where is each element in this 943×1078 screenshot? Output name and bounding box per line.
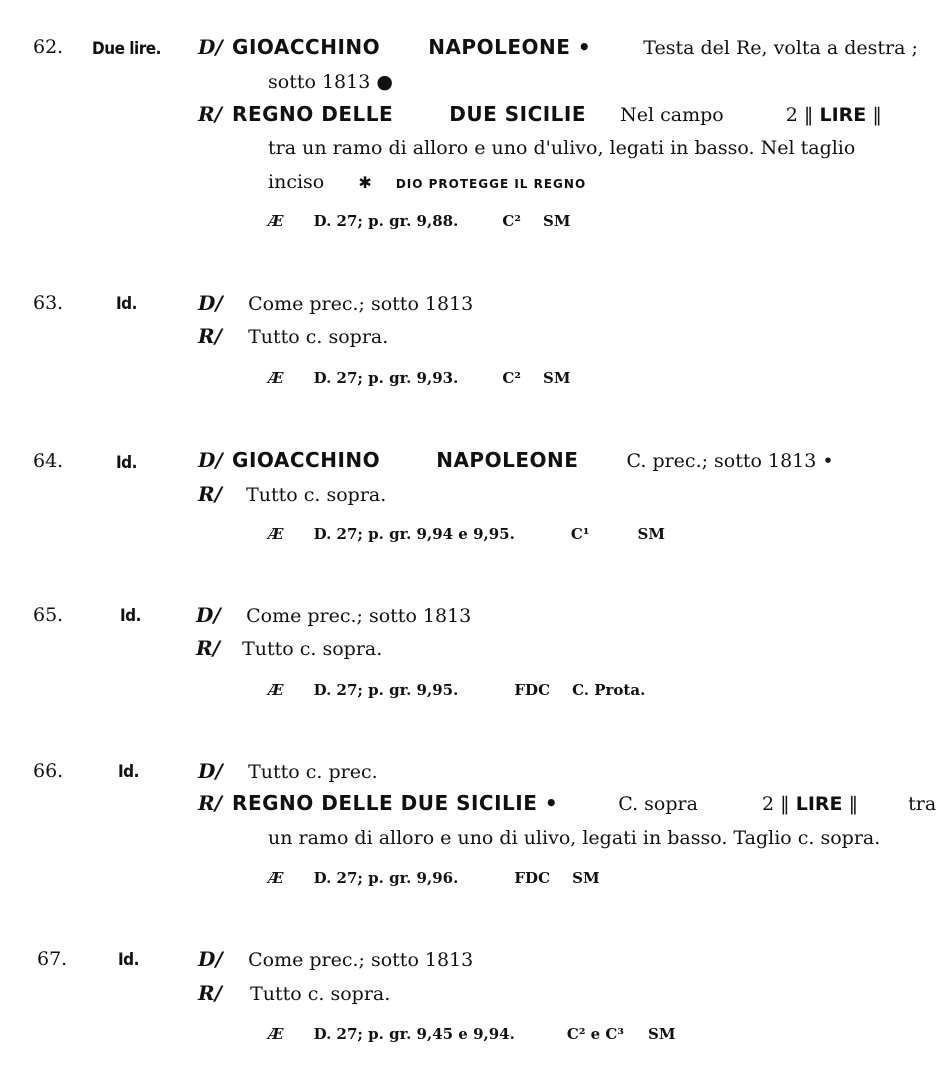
reverse-value-lire: LIRE xyxy=(795,793,843,815)
denomination: Due lire. xyxy=(92,39,161,59)
reverse-description: Tutto c. sopra. xyxy=(248,326,389,348)
reverse-continuation: un ramo di alloro e uno di ulivo, legati in basso. Taglio c. sopra. xyxy=(268,827,881,849)
reverse-symbol: R/ xyxy=(198,981,222,1005)
denomination: Id. xyxy=(116,453,137,473)
metal-symbol: Æ xyxy=(268,369,284,387)
star-icon: ✱ xyxy=(358,173,372,192)
reverse-continuation: tra un ramo di alloro e uno d'ulivo, legati in basso. Nel taglio xyxy=(268,137,856,159)
metal-symbol: Æ xyxy=(268,525,284,543)
denomination: Id. xyxy=(116,294,137,314)
reverse-description: Tutto c. sopra. xyxy=(246,484,387,506)
collection: SM xyxy=(648,1025,676,1043)
reverse-symbol: R/ xyxy=(198,482,222,506)
reverse-legend: REGNO DELLE xyxy=(232,102,394,126)
reverse-edge-inscription: DIO PROTEGGE IL REGNO xyxy=(395,177,587,191)
obverse-symbol: D/ xyxy=(198,35,223,59)
obverse-description: Testa del Re, volta a destra ; xyxy=(643,37,918,59)
technical-data: D. 27; p. gr. 9,94 e 9,95. xyxy=(313,525,515,543)
metal-symbol: Æ xyxy=(268,212,284,230)
reverse-legend-2: DUE SICILIE xyxy=(449,102,587,126)
obverse-description: C. prec.; sotto 1813 • xyxy=(626,450,834,472)
reverse-value-lire: LIRE xyxy=(819,104,867,126)
collection: SM xyxy=(543,369,571,387)
reverse-value-end: ‖ xyxy=(848,793,859,815)
entry-number: 63. xyxy=(33,292,64,314)
entry-number: 67. xyxy=(37,948,68,970)
reverse-legend: REGNO DELLE DUE SICILIE • xyxy=(232,791,559,815)
reverse-tail: tra xyxy=(908,793,937,815)
reverse-symbol: R/ xyxy=(198,791,222,815)
reverse-description: Tutto c. sopra. xyxy=(250,983,391,1005)
grade: C² xyxy=(502,212,521,230)
collection: SM xyxy=(543,212,571,230)
grade: FDC xyxy=(514,681,551,699)
collection: C. Prota. xyxy=(572,681,646,699)
reverse-description: C. sopra xyxy=(618,793,698,815)
obverse-symbol: D/ xyxy=(196,603,221,627)
metal-symbol: Æ xyxy=(268,1025,284,1043)
reverse-edge-label: inciso xyxy=(268,171,325,193)
obverse-symbol: D/ xyxy=(198,759,223,783)
entry-number: 66. xyxy=(33,760,64,782)
reverse-symbol: R/ xyxy=(198,324,222,348)
obverse-description: Come prec.; sotto 1813 xyxy=(248,293,474,315)
reverse-symbol: R/ xyxy=(198,102,222,126)
reverse-value: 2 ‖ xyxy=(762,793,790,815)
technical-data: D. 27; p. gr. 9,45 e 9,94. xyxy=(313,1025,515,1043)
metal-symbol: Æ xyxy=(268,869,284,887)
entry-number: 64. xyxy=(33,450,64,472)
technical-data: D. 27; p. gr. 9,93. xyxy=(313,369,459,387)
technical-data: D. 27; p. gr. 9,96. xyxy=(313,869,459,887)
obverse-legend-2: NAPOLEONE • xyxy=(428,35,592,59)
reverse-value: 2 ‖ xyxy=(785,104,814,126)
collection: SM xyxy=(637,525,665,543)
obverse-description: Come prec.; sotto 1813 xyxy=(248,949,474,971)
denomination: Id. xyxy=(120,606,141,626)
obverse-symbol: D/ xyxy=(198,947,223,971)
grade: C² e C³ xyxy=(566,1025,624,1043)
entry-number: 65. xyxy=(33,604,64,626)
reverse-description: Tutto c. sopra. xyxy=(242,638,383,660)
technical-data: D. 27; p. gr. 9,95. xyxy=(313,681,459,699)
obverse-legend: GIOACCHINO xyxy=(232,448,381,472)
collection: SM xyxy=(572,869,600,887)
metal-symbol: Æ xyxy=(268,681,284,699)
grade: C² xyxy=(502,369,521,387)
reverse-value-end: ‖ xyxy=(872,104,882,126)
entry-number: 62. xyxy=(33,36,64,58)
denomination: Id. xyxy=(118,950,139,970)
obverse-description: Tutto c. prec. xyxy=(248,761,378,783)
grade: FDC xyxy=(514,869,551,887)
obverse-description: Come prec.; sotto 1813 xyxy=(246,605,472,627)
reverse-description: Nel campo xyxy=(620,104,724,126)
obverse-continuation: sotto 1813 ● xyxy=(268,71,393,93)
obverse-legend-2: NAPOLEONE xyxy=(436,448,579,472)
grade: C¹ xyxy=(570,525,590,543)
technical-data: D. 27; p. gr. 9,88. xyxy=(313,212,459,230)
reverse-symbol: R/ xyxy=(196,636,220,660)
obverse-symbol: D/ xyxy=(198,448,223,472)
obverse-legend: GIOACCHINO xyxy=(232,35,381,59)
denomination: Id. xyxy=(118,762,139,782)
obverse-symbol: D/ xyxy=(198,291,223,315)
